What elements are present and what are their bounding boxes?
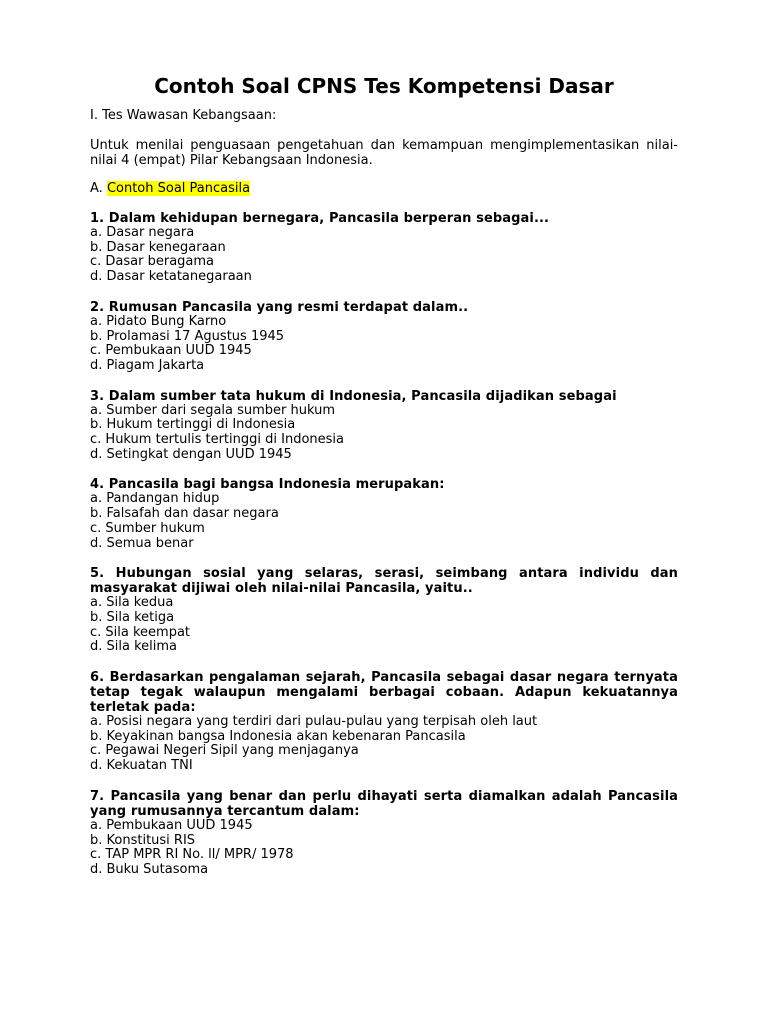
question-text: 4. Pancasila bagi bangsa Indonesia merupakan: [90,477,445,493]
question-list [90,211,678,893]
question-5 [90,566,678,655]
question-7 [90,789,678,878]
answer-option: d. Kekuatan TNI [90,758,193,774]
answer-option: b. Dasar kenegaraan [90,239,226,255]
answer-options [90,404,678,463]
answer-option: d. Setingkat dengan UUD 1945 [90,446,292,462]
answer-option: c. Pembukaan UUD 1945 [90,343,252,359]
answer-options [90,315,678,374]
question-4 [90,477,678,551]
intro-paragraph: Untuk menilai penguasaan pengetahuan dan kemampuan mengimplementasikan nilai-nilai 4 (empat) Pilar Kebangsaan Indonesia. [90,138,678,168]
section-heading: I. Tes Wawasan Kebangsaan: [90,108,277,123]
answer-option: a. Pembukaan UUD 1945 [90,817,253,833]
question-text: 7. Pancasila yang benar dan perlu dihayati serta diamalkan adalah Pancasila yang rumusannya tercantum dalam: [90,788,678,819]
document-title: Contoh Soal CPNS Tes Kompetensi Dasar [154,74,614,98]
answer-options [90,715,678,774]
answer-option: a. Pidato Bung Karno [90,313,227,329]
question-text: 6. Berdasarkan pengalaman sejarah, Pancasila sebagai dasar negara ternyata tetap tegak walaupun mengalami berbagai cobaan. Adapun kekuatannya terletak pada: [90,670,678,716]
question-text: 5. Hubungan sosial yang selaras, serasi, seimbang antara individu dan masyarakat dijiwai oleh nilai-nilai Pancasila, yaitu.. [90,566,678,597]
answer-option: a. Dasar negara [90,225,195,240]
answer-option: b. Sila ketiga [90,609,175,625]
answer-option: d. Dasar ketatanegaraan [90,269,252,285]
question-2 [90,300,678,374]
answer-option: a. Posisi negara yang terdiri dari pulau-pulau yang terpisah oleh laut [90,714,538,730]
answer-option: b. Prolamasi 17 Agustus 1945 [90,328,285,344]
subsection-prefix: A. [90,181,107,196]
question-3 [90,389,678,463]
answer-option: a. Sila kedua [90,595,174,611]
answer-option: a. Pandangan hidup [90,491,220,507]
answer-options [90,819,678,878]
answer-options [90,226,678,285]
subsection-title: Contoh Soal Pancasila [106,181,251,196]
question-text: 3. Dalam sumber tata hukum di Indonesia, Pancasila dijadikan sebagai [90,388,617,404]
answer-option: c. Hukum tertulis tertinggi di Indonesia [90,432,344,448]
answer-option: b. Konstitusi RIS [90,832,196,848]
answer-option: b. Falsafah dan dasar negara [90,506,279,522]
question-text: 2. Rumusan Pancasila yang resmi terdapat dalam.. [90,299,469,315]
answer-option: d. Semua benar [90,535,194,551]
answer-option: c. TAP MPR RI No. ll/ MPR/ 1978 [90,847,294,863]
answer-option: a. Sumber dari segala sumber hukum [90,402,336,418]
answer-options [90,492,678,551]
answer-option: c. Pegawai Negeri Sipil yang menjaganya [90,743,359,759]
answer-option: d. Buku Sutasoma [90,861,209,877]
question-6 [90,670,678,774]
answer-option: c. Sumber hukum [90,520,205,536]
answer-option: d. Piagam Jakarta [90,357,205,373]
answer-option: c. Sila keempat [90,624,191,640]
question-1 [90,211,678,285]
subsection-heading [90,181,250,197]
question-text: 1. Dalam kehidupan bernegara, Pancasila berperan sebagai... [90,211,550,226]
answer-options [90,596,678,655]
answer-option: d. Sila kelima [90,639,178,655]
answer-option: b. Keyakinan bangsa Indonesia akan kebenaran Pancasila [90,728,466,744]
answer-option: c. Dasar beragama [90,254,215,270]
answer-option: b. Hukum tertinggi di Indonesia [90,417,296,433]
